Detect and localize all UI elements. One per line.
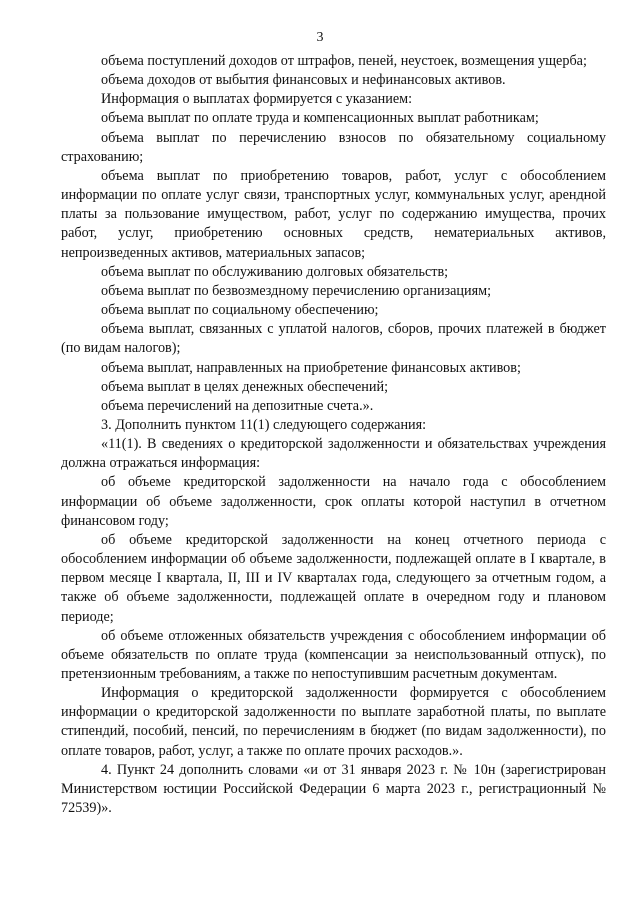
paragraph: объема перечислений на депозитные счета.». (101, 397, 374, 414)
paragraph: объема поступлений доходов от штрафов, пеней, неустоек, возмещения ущерба; (101, 53, 587, 69)
paragraph: объема выплат по приобретению товаров, работ, услуг с обособлением информации по оплате услуг связи, транспортных услуг, коммунальных услуг, арендной платы за пользование имуществом, работ, услуг по содержанию имущества, прочих работ, услуг, приобретению основных средств, нематериальных активов, непроизведенных активов, материальных запасов; (61, 167, 606, 261)
paragraph: об объеме кредиторской задолженности на конец отчетного периода с обособлением информации об объеме задолженности, подлежащей оплате в I квартале, в первом месяце I квартала, II, III и IV кварталах года, следующего за отчетным годом, а также об объеме задолженности, подлежащей оплате в очередном году и плановом периоде; (61, 531, 606, 625)
paragraph: об объеме отложенных обязательств учреждения с обособлением информации об объеме обязательств по оплате труда (компенсации за неиспользованный отпуск), по претензионным требованиям, а также по непоступившим расчетным документам. (61, 627, 606, 682)
paragraph: Информация о кредиторской задолженности формируется с обособлением информации о кредиторской задолженности по выплате заработной платы, по выплате стипендий, пособий, пенсий, по перечислениям в бюджет (по видам задолженности), по оплате товаров, работ, услуг, а также по оплате прочих расходов.». (61, 685, 606, 759)
paragraph: «11(1). В сведениях о кредиторской задолженности и обязательствах учреждения должна отражаться информация: (61, 436, 606, 472)
paragraph: объема выплат по обслуживанию долговых обязательств; (101, 263, 449, 280)
paragraph: объема доходов от выбытия финансовых и нефинансовых активов. (101, 72, 506, 89)
paragraph: объема выплат по оплате труда и компенсационных выплат работникам; (101, 110, 539, 127)
paragraph: 4. Пункт 24 дополнить словами «и от 31 января 2023 г. № 10н (зарегистрирован Министерством юстиции Российской Федерации 6 марта 2023 г., регистрационный № 72539)». (61, 761, 606, 817)
paragraph: 3. Дополнить пунктом 11(1) следующего содержания: (101, 416, 427, 433)
paragraph: объема выплат по социальному обеспечению; (101, 302, 379, 319)
paragraph: объема выплат по безвозмездному перечислению организациям; (101, 282, 492, 299)
paragraph: объема выплат, направленных на приобретение финансовых активов; (101, 359, 521, 376)
page-number: 3 (316, 30, 324, 45)
paragraph: об объеме кредиторской задолженности на начало года с обособлением информации об объеме задолженности, срок оплаты которой наступил в отчетном финансовом году; (61, 474, 606, 529)
document-body (61, 52, 606, 818)
paragraph: Информация о выплатах формируется с указанием: (101, 91, 413, 108)
paragraph: объема выплат, связанных с уплатой налогов, сборов, прочих платежей в бюджет (по видам налогов); (61, 321, 606, 357)
paragraph: объема выплат по перечислению взносов по обязательному социальному страхованию; (61, 129, 606, 165)
paragraph: объема выплат в целях денежных обеспечений; (101, 378, 389, 395)
